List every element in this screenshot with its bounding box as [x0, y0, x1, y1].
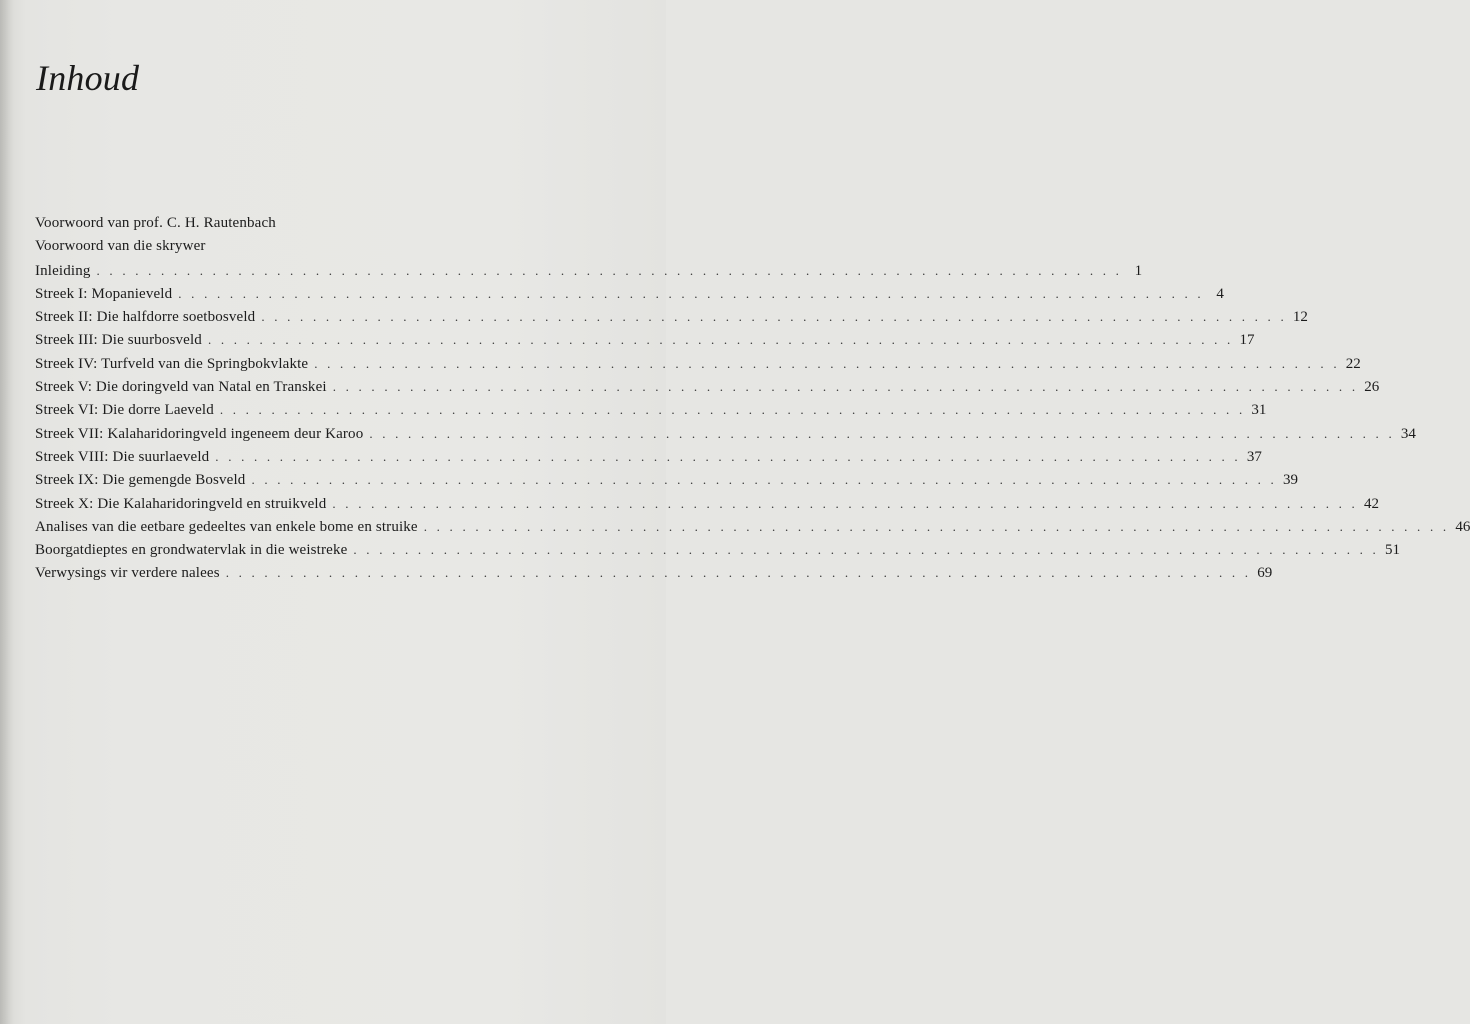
toc-entry [35, 468, 1298, 491]
toc-entry-label: Verwysings vir verdere nalees [35, 565, 220, 582]
toc-entry [35, 538, 1400, 561]
toc-entry-label: Analises van die eetbare gedeeltes van enkele bome en struike [35, 518, 418, 535]
toc-entry-page-number: 39 [1283, 472, 1298, 489]
toc-leader-dots: . . . . . . . . . . . . . . . . . . . . . . . . . . . . . . . . . . . . . . . . . . . . . . . . . . . . . . . . . . . . . . . . . . . . . . . . . . . . . . . . [219, 402, 1246, 418]
toc-entry-label: Streek III: Die suurbosveld [35, 332, 202, 349]
toc-leader-dots: . . . . . . . . . . . . . . . . . . . . . . . . . . . . . . . . . . . . . . . . . . . . . . . . . . . . . . . . . . . . . . . . . . . . . . . . . . . . . . . . [332, 379, 1359, 395]
toc-entry-page-number: 4 [1216, 285, 1224, 302]
toc-entry-label: Streek VIII: Die suurlaeveld [35, 448, 210, 465]
toc-entry [35, 561, 1273, 584]
toc-entry [35, 352, 1361, 375]
toc-entry [35, 445, 1262, 468]
toc-entry [35, 515, 1470, 538]
toc-entry-label: Streek I: Mopanieveld [35, 285, 173, 302]
toc-entry-page-number: 17 [1239, 332, 1255, 349]
toc-entry-page-number: 46 [1455, 518, 1470, 535]
toc-entry-page-number: 1 [1134, 262, 1143, 279]
toc-entry-label: Streek IX: Die gemengde Bosveld [35, 472, 246, 489]
toc-leader-dots: . . . . . . . . . . . . . . . . . . . . . . . . . . . . . . . . . . . . . . . . . . . . . . . . . . . . . . . . . . . . . . . . . . . . . . . . . . . . . . . . [369, 425, 1395, 441]
page-title: Inhoud [36, 58, 140, 98]
toc-leader-dots: . . . . . . . . . . . . . . . . . . . . . . . . . . . . . . . . . . . . . . . . . . . . . . . . . . . . . . . . . . . . . . . . . . . . . . . . . . . . . . . . [332, 495, 1358, 511]
toc-entry [35, 212, 581, 235]
toc-leader-dots: . . . . . . . . . . . . . . . . . . . . . . . . . . . . . . . . . . . . . . . . . . . . . . . . . . . . . . . . . . . . . . . . . . . . . . . . . . . . . . . . [207, 332, 1234, 348]
toc-entry-label: Streek VI: Die dorre Laeveld [35, 402, 214, 419]
toc-leader-dots: . . . . . . . . . . . . . . . . . . . . . . . . . . . . . . . . . . . . . . . . . . . . . . . . . . . . . . . . . . . . . . . . . . . . . . . . . . . . . . . . [423, 518, 1450, 534]
toc-leader-dots: . . . . . . . . . . . . . . . . . . . . . . . . . . . . . . . . . . . . . . . . . . . . . . . . . . . . . . . . . . . . . . . . . . . . . . . . . . . . . . . . [96, 262, 1123, 278]
toc-leader-dots: . . . . . . . . . . . . . . . . . . . . . . . . . . . . . . . . . . . . . . . . . . . . . . . . . . . . . . . . . . . . . . . . . . . . . . . . . . . . . . . . [215, 448, 1241, 464]
toc-entry-label: Voorwoord van prof. C. H. Rautenbach [35, 215, 276, 231]
toc-entry-page-number: 31 [1251, 402, 1267, 419]
toc-entry [35, 422, 1416, 445]
toc-entry-page-number: 42 [1363, 495, 1379, 512]
toc-entry-label: Streek II: Die halfdorre soetbosveld [35, 309, 256, 326]
toc-entry-page-number: 12 [1292, 309, 1308, 326]
toc-entry [35, 259, 1143, 282]
toc-entry-label: Boorgatdieptes en grondwatervlak in die weistreke [35, 542, 348, 559]
toc-entry [35, 235, 581, 258]
toc-entry-label: Streek V: Die doringveld van Natal en Transkei [35, 379, 327, 396]
toc-leader-dots: . . . . . . . . . . . . . . . . . . . . . . . . . . . . . . . . . . . . . . . . . . . . . . . . . . . . . . . . . . . . . . . . . . . . . . . . . . . . . . . . [251, 472, 1277, 488]
toc-leader-dots: . . . . . . . . . . . . . . . . . . . . . . . . . . . . . . . . . . . . . . . . . . . . . . . . . . . . . . . . . . . . . . . . . . . . . . . . . . . . . . . . [261, 309, 1287, 325]
toc-entry-page-number: 34 [1400, 425, 1416, 442]
toc-entry [35, 282, 1224, 305]
toc-entry [35, 305, 1308, 328]
toc-entry-page-number: 37 [1246, 448, 1262, 465]
toc-entry-page-number: 69 [1257, 565, 1273, 582]
toc-entry-label: Streek VII: Kalaharidoringveld ingeneem deur Karoo [35, 425, 364, 442]
toc-entry [35, 375, 1380, 398]
toc-leader-dots: . . . . . . . . . . . . . . . . . . . . . . . . . . . . . . . . . . . . . . . . . . . . . . . . . . . . . . . . . . . . . . . . . . . . . . . . . . . . . . . . [353, 542, 1379, 558]
toc-entry [35, 328, 1255, 351]
toc-entry-page-number: 22 [1345, 355, 1361, 372]
table-of-contents [35, 212, 1470, 585]
toc-entry-label: Streek X: Die Kalaharidoringveld en struikveld [35, 495, 327, 512]
toc-entry-label: Voorwoord van die skrywer [35, 238, 206, 255]
toc-entry [35, 492, 1379, 515]
toc-entry [35, 398, 1267, 421]
toc-leader-dots: . . . . . . . . . . . . . . . . . . . . . . . . . . . . . . . . . . . . . . . . . . . . . . . . . . . . . . . . . . . . . . . . . . . . . . . . . . . . . . . . [178, 285, 1204, 301]
spine-shadow [0, 0, 14, 1024]
toc-leader-dots: . . . . . . . . . . . . . . . . . . . . . . . . . . . . . . . . . . . . . . . . . . . . . . . . . . . . . . . . . . . . . . . . . . . . . . . . . . . . . . . . [314, 355, 1340, 371]
toc-entry-page-number: 26 [1364, 379, 1380, 396]
toc-leader-dots: . . . . . . . . . . . . . . . . . . . . . . . . . . . . . . . . . . . . . . . . . . . . . . . . . . . . . . . . . . . . . . . . . . . . . . . . . . . . . . . . [225, 565, 1252, 581]
toc-entry-label: Inleiding [35, 262, 91, 279]
toc-entry-page-number: 51 [1384, 542, 1400, 559]
toc-entry-label: Streek IV: Turfveld van die Springbokvlakte [35, 355, 309, 372]
